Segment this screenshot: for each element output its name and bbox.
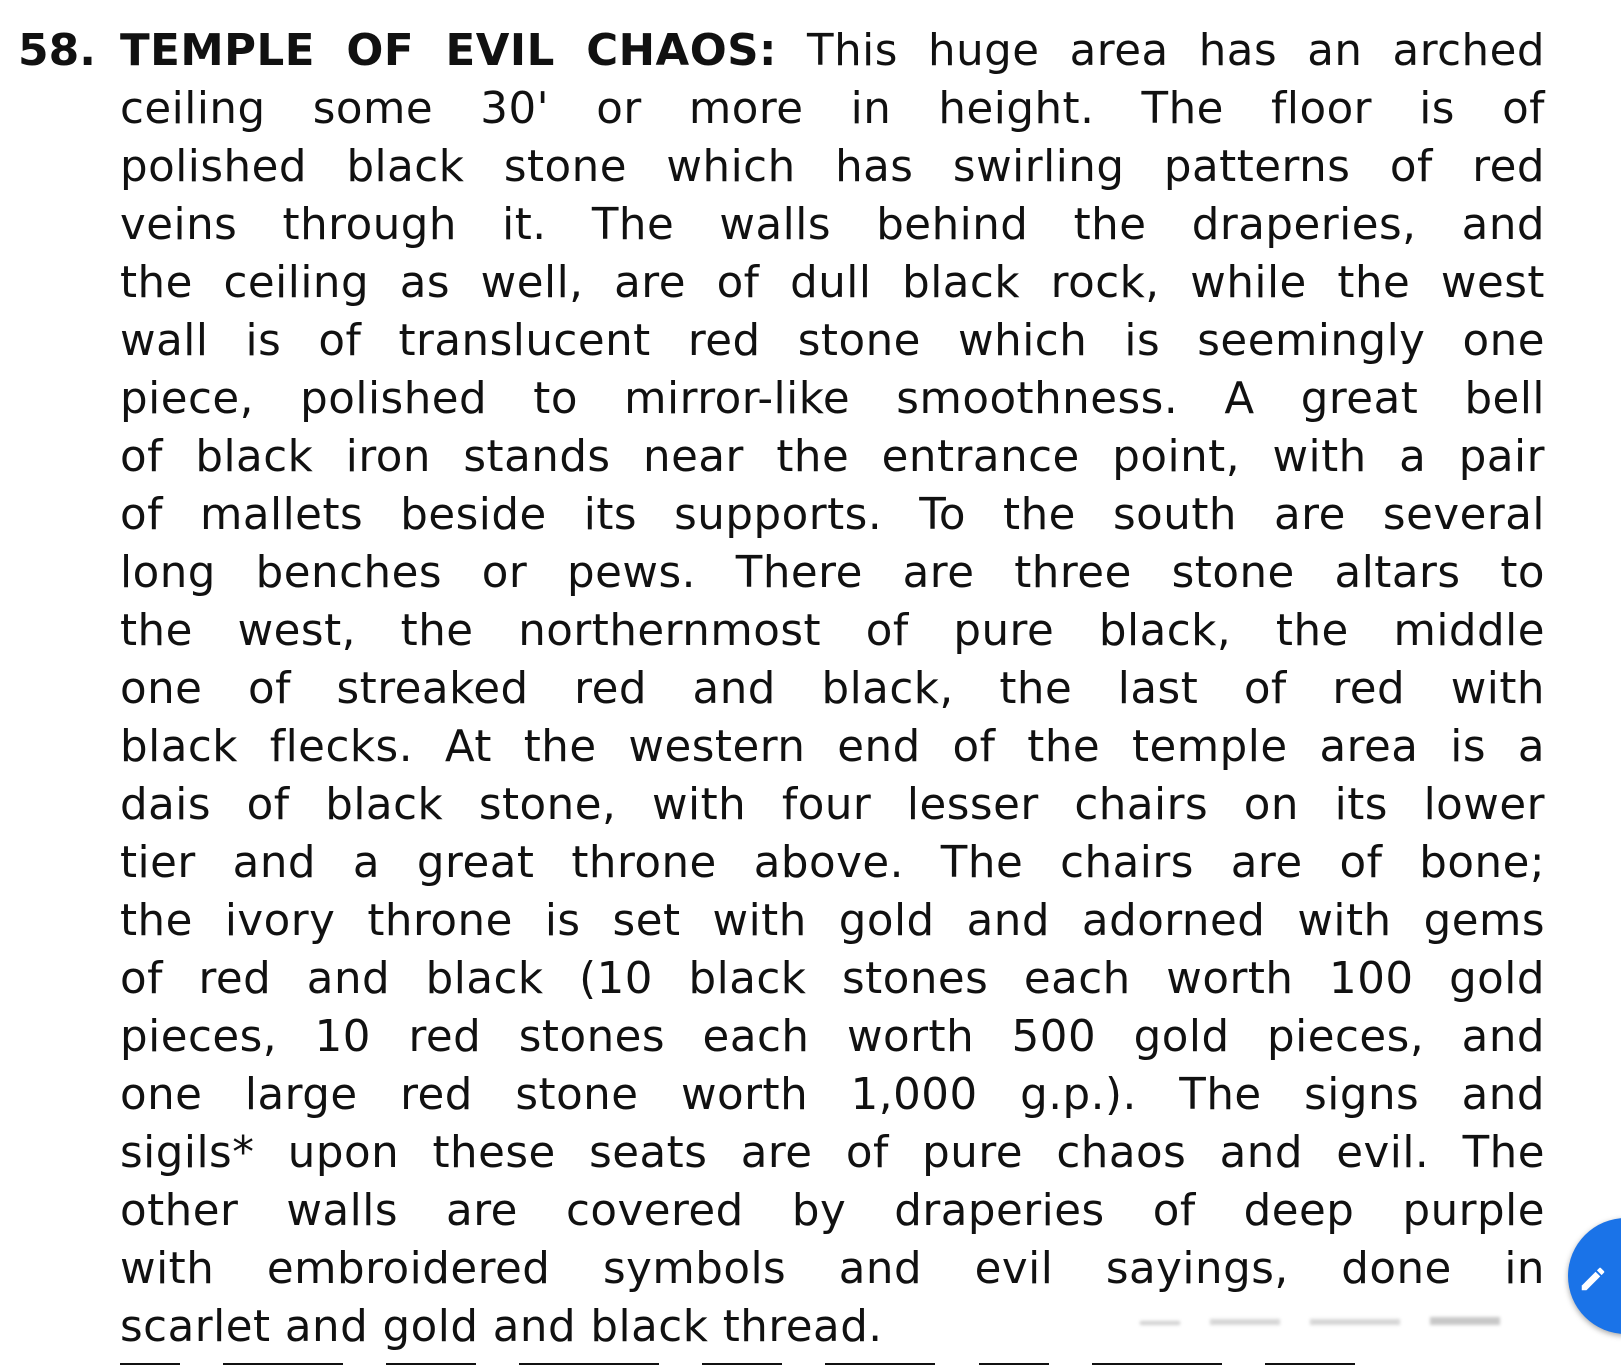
text-line: black flecks. At the western end of the temple area is a	[120, 722, 1545, 772]
text-line: ceiling some 30' or more in height. The floor is of	[120, 84, 1545, 134]
pencil-icon	[1578, 1264, 1608, 1294]
text-line: veins through it. The walls behind the draperies, and	[120, 200, 1545, 250]
text-line: wall is of translucent red stone which is seemingly one	[120, 316, 1545, 366]
cut-off-next-line	[120, 1352, 1545, 1365]
entry-number: 58.	[18, 25, 96, 76]
text-line: sigils* upon these seats are of pure chaos and evil. The	[120, 1128, 1545, 1178]
text-line: other walls are covered by draperies of deep purple	[120, 1186, 1545, 1236]
text-line: scarlet and gold and black thread.	[120, 1302, 883, 1352]
edit-button[interactable]	[1568, 1218, 1621, 1334]
text-line: dais of black stone, with four lesser chairs on its lower	[120, 780, 1545, 830]
text-line: of black iron stands near the entrance point, with a pair	[120, 432, 1545, 482]
faded-text-shape	[1140, 1303, 1520, 1343]
text-line	[120, 22, 1545, 80]
text-line: of red and black (10 black stones each worth 100 gold	[120, 954, 1545, 1004]
text-line: pieces, 10 red stones each worth 500 gold pieces, and	[120, 1012, 1545, 1062]
text-line: of mallets beside its supports. To the south are several	[120, 490, 1545, 540]
text-line: the ceiling as well, are of dull black rock, while the west	[120, 258, 1545, 308]
text-line: the ivory throne is set with gold and adorned with gems	[120, 896, 1545, 946]
text-line: piece, polished to mirror-like smoothness. A great bell	[120, 374, 1545, 424]
text-line: one of streaked red and black, the last of red with	[120, 664, 1545, 714]
text-line: the west, the northernmost of pure black, the middle	[120, 606, 1545, 656]
text-line: with embroidered symbols and evil sayings, done in	[120, 1244, 1545, 1294]
text-line: tier and a great throne above. The chairs are of bone;	[120, 838, 1545, 888]
text-line: one large red stone worth 1,000 g.p.). The signs and	[120, 1070, 1545, 1120]
faded-text-fragment	[1140, 1300, 1520, 1358]
text-line-segment: This huge area has an arched	[776, 26, 1545, 76]
entry-heading: TEMPLE OF EVIL CHAOS:	[120, 26, 777, 76]
text-line: polished black stone which has swirling patterns of red	[120, 142, 1545, 192]
text-line: long benches or pews. There are three stone altars to	[120, 548, 1545, 598]
entry-body	[120, 22, 1545, 1356]
